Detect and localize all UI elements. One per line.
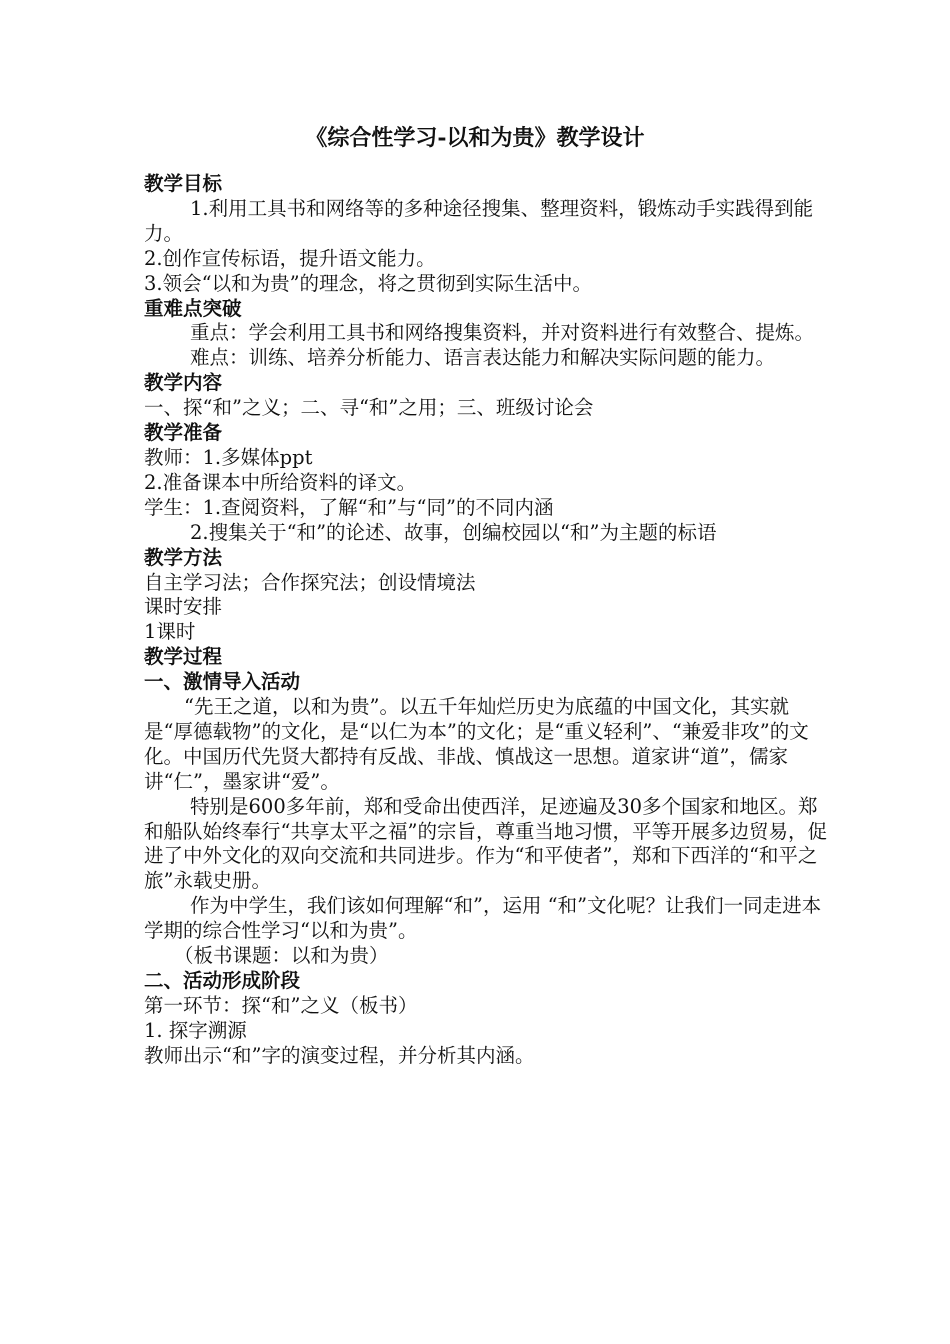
prep-teacher-1: 教师：1.多媒体ppt [144,445,313,469]
heading-teaching-preparation: 教学准备 [144,421,223,445]
stage-step-1: 第一环节：探“和”之义（板书） [144,993,418,1017]
intro-paragraph-1: “先王之道，以和为贵”。以五千年灿烂历史为底蕴的中国文化，其实就是“厚德载物”的文化，是“以仁为本”的文化；是“重义轻利”、“兼爱非攻”的文化。中国历代先贤大都持有反战、非战、慎战这一思想。道家讲“道”，儒家讲“仁”，墨家讲“爱”。 [144,695,809,793]
heading-schedule: 课时安排 [144,595,223,619]
heading-teaching-method: 教学方法 [144,545,223,569]
document-title: 《综合性学习-以和为贵》教学设计 [305,125,645,151]
prep-student-2: 2.搜集关于“和”的论述、故事，创编校园以“和”为主题的标语 [190,520,717,544]
goal-1: 1.利用工具书和网络等的多种途径搜集、整理资料，锻炼动手实践得到能力。 [144,196,814,245]
difficult-point: 难点：训练、培养分析能力、语言表达能力和解决实际问题的能力。 [190,346,776,370]
heading-intro-activity: 一、激情导入活动 [144,670,301,694]
heading-key-points: 重难点突破 [144,296,242,320]
heading-activity-stage: 二、活动形成阶段 [144,969,301,992]
sub-item-1-text: 教师出示“和”字的演变过程，并分析其内涵。 [144,1043,535,1067]
board-note: （板书课题：以和为贵） [174,944,389,968]
prep-student-1: 学生：1.查阅资料，了解“和”与“同”的不同内涵 [144,495,554,519]
heading-teaching-content: 教学内容 [144,371,223,395]
document-body [144,172,834,1069]
schedule: 1课时 [144,620,196,644]
goal-2: 2.创作宣传标语，提升语文能力。 [144,246,436,270]
heading-teaching-process: 教学过程 [144,645,223,669]
intro-paragraph-3: 作为中学生，我们该如何理解“和”，运用 “和”文化呢？让我们一同走进本学期的综合性学习“以和为贵”。 [144,894,822,943]
key-point: 重点：学会利用工具书和网络搜集资料，并对资料进行有效整合、提炼。 [190,321,815,345]
teaching-content: 一、探“和”之义；二、寻“和”之用；三、班级讨论会 [144,396,594,420]
sub-item-1: 1. 探字溯源 [144,1018,247,1042]
goal-3: 3.领会“以和为贵”的理念，将之贯彻到实际生活中。 [144,271,593,295]
heading-teaching-goals: 教学目标 [144,172,223,195]
prep-teacher-2: 2.准备课本中所给资料的译文。 [144,470,417,494]
intro-paragraph-2: 特别是600多年前，郑和受命出使西洋，足迹遍及30多个国家和地区。郑和船队始终奉行“共享太平之福”的宗旨，尊重当地习惯，平等开展多边贸易，促进了中外文化的双向交流和共同进步。作为“和平使者”，郑和下西洋的“和平之旅”永载史册。 [144,794,827,893]
teaching-method: 自主学习法；合作探究法；创设情境法 [144,570,476,594]
